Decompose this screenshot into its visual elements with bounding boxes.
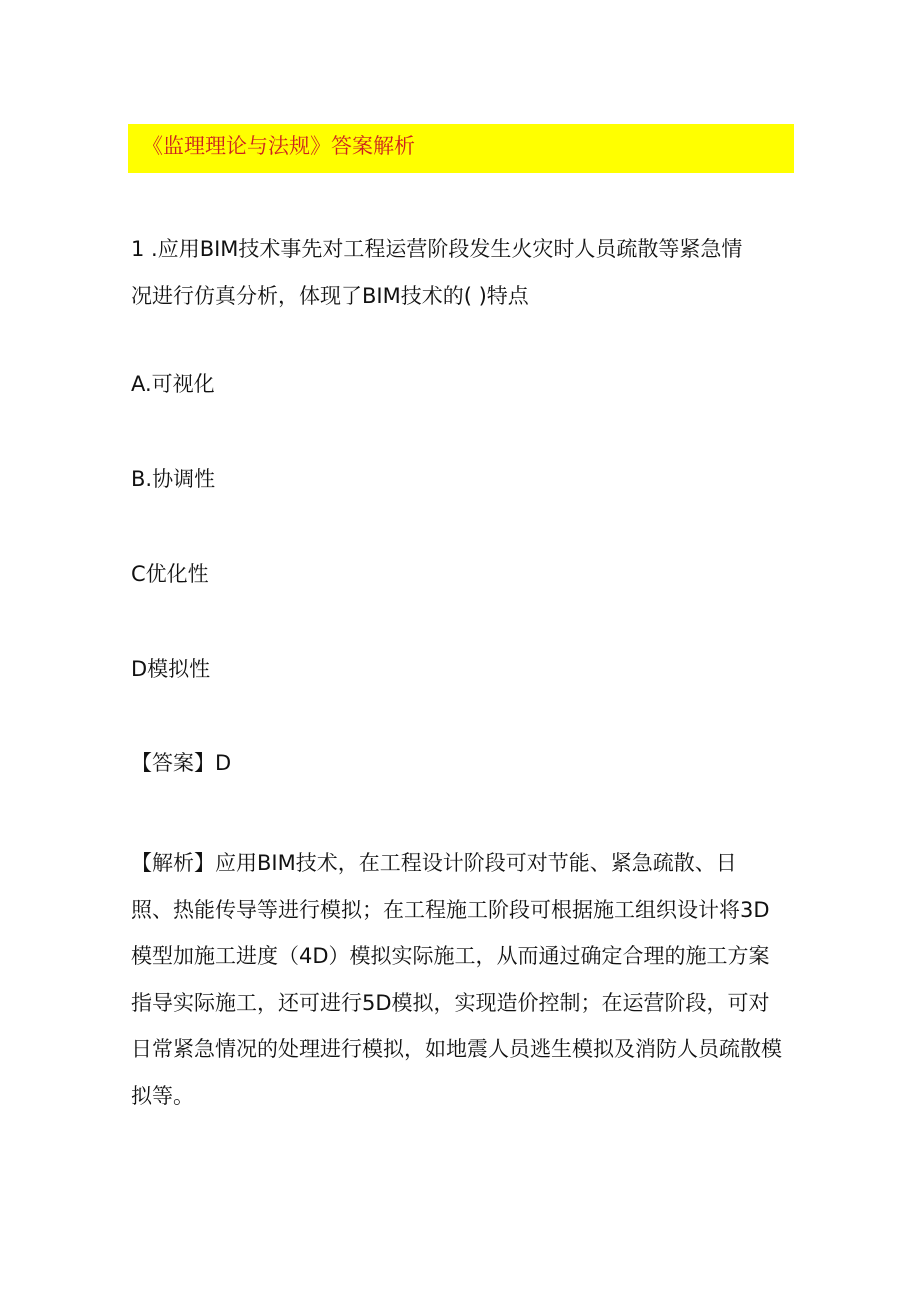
option-d: D模拟性: [131, 657, 211, 681]
page-title: 《监理理论与法规》答案解析: [142, 134, 415, 158]
question-line: 况进行仿真分析，体现了BIM技术的( )特点: [131, 284, 529, 308]
analysis-text: [131, 840, 795, 1119]
analysis-line: 照、热能传导等进行模拟；在工程施工阶段可根据施工组织设计将3D: [131, 897, 770, 922]
analysis-line: 日常紧急情况的处理进行模拟，如地震人员逃生模拟及消防人员疏散模: [131, 1037, 782, 1061]
question-text: [131, 226, 795, 320]
analysis-line: 指导实际施工，还可进行5D模拟，实现造价控制；在运营阶段，可对: [131, 990, 770, 1015]
option-b: B.协调性: [131, 467, 216, 491]
analysis-line: 拟等。: [131, 1083, 194, 1108]
answer-text: 【答案】D: [131, 751, 232, 775]
option-c: C优化性: [131, 562, 209, 586]
question-line: 1 .应用BIM技术事先对工程运营阶段发生火灾时人员疏散等紧急情: [131, 237, 743, 261]
title-banner: [128, 124, 794, 173]
analysis-line: 模型加施工进度（4D）模拟实际施工，从而通过确定合理的施工方案: [131, 944, 770, 968]
analysis-line: 【解析】应用BIM技术，在工程设计阶段可对节能、紧急疏散、日: [131, 851, 737, 875]
option-a: A.可视化: [131, 372, 215, 396]
